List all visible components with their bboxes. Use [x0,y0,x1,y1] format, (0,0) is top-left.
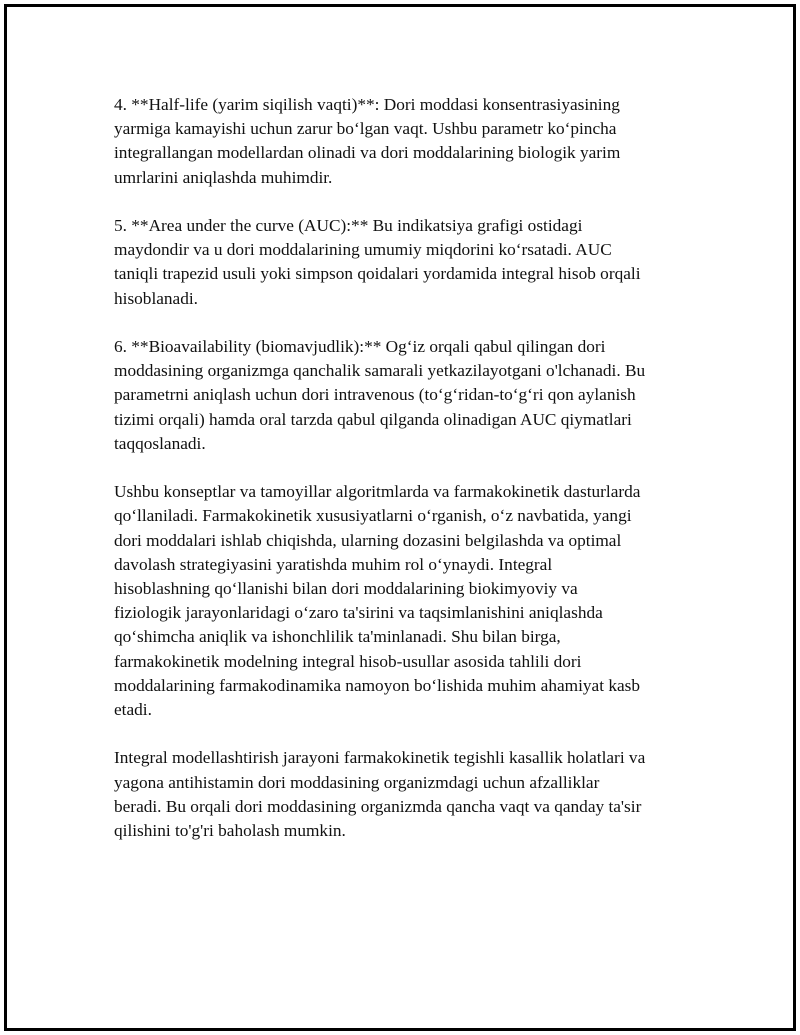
paragraph-auc: 5. **Area under the curve (AUC):** Bu indikatsiya grafigi ostidagi maydondir va u dori moddalarining umumiy miqdorini ko‘rsatadi. AUC taniqli trapezid usuli yoki simpson qoidalari yordamida integral hisob orqali hisoblanadi. [114,216,641,308]
paragraph-applications: Ushbu konseptlar va tamoyillar algoritmlarda va farmakokinetik dasturlarda qo‘llaniladi. Farmakokinetik xususiyatlarni o‘rganish, o‘z navbatida, yangi dori moddalari ishlab chiqishda, ularning dozasini belgilashda va optimal davolash strategiyasini yaratishda muhim rol o‘ynaydi. Integral hisoblashning qo‘llanishi bilan dori moddalarining biokimyoviy va fiziologik jarayonlaridagi o‘zaro ta'sirini va taqsimlanishini aniqlashda qo‘shimcha aniqlik va ishonchlilik ta'minlanadi. Shu bilan birga, farmakokinetik modelning integral hisob-usullar asosida tahlili dori moddalarining farmakodinamika namoyon bo‘lishida muhim ahamiyat kasb etadi. [114,482,641,720]
document-body [114,93,694,867]
paragraph-half-life: 4. **Half-life (yarim siqilish vaqti)**: Dori moddasi konsentrasiyasining yarmiga kamayishi uchun zarur bo‘lgan vaqt. Ushbu parametr ko‘pincha integrallangan modellardan olinadi va dori moddalarining biologik yarim umrlarini aniqlashda muhimdir. [114,95,621,187]
paragraph-bioavailability: 6. **Bioavailability (biomavjudlik):** Og‘iz orqali qabul qilingan dori moddasining organizmga qanchalik samarali yetkazilayotgani o'lchanadi. Bu parametrni aniqlash uchun dori intravenous (to‘g‘ridan-to‘g‘ri qon aylanish tizimi orqali) hamda oral tarzda qabul qilganda olinadigan AUC qiymatlari taqqoslanadi. [114,337,646,453]
paragraph-conclusion: Integral modellashtirish jarayoni farmakokinetik tegishli kasallik holatlari va yagona antihistamin dori moddasining organizmdagi uchun afzalliklar beradi. Bu orqali dori moddasining organizmda qancha vaqt va qanday ta'sir qilishini to'g'ri baholash mumkin. [114,748,646,841]
